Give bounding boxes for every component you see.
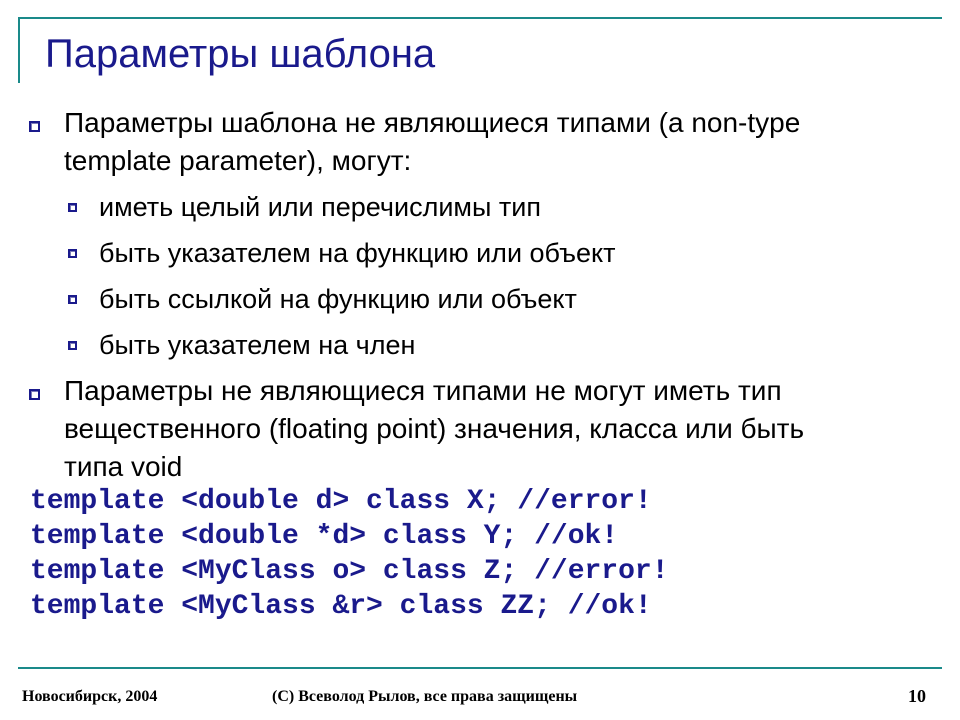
code-line: template <MyClass o> class Z; //error! <box>30 556 669 587</box>
footer-divider <box>18 667 942 669</box>
sub-bullet-marker-icon <box>68 249 77 258</box>
bullet-2-line-3: типа void <box>64 451 183 482</box>
footer-copyright: (C) Всеволод Рылов, все права защищены <box>272 688 578 705</box>
left-border-line <box>18 17 20 83</box>
top-border-line <box>18 17 942 19</box>
footer-location: Новосибирск, 2004 <box>22 688 158 705</box>
sub-bullet-marker-icon <box>68 203 77 212</box>
bullet-marker-icon <box>29 389 40 400</box>
bullet-marker-icon <box>29 121 40 132</box>
slide-title: Параметры шаблона <box>45 32 436 76</box>
bullet-2-line-1: Параметры не являющиеся типами не могут иметь тип <box>64 375 782 406</box>
sub-bullet-marker-icon <box>68 295 77 304</box>
sub-bullet-2: быть указателем на функцию или объект <box>99 238 616 268</box>
code-line: template <double *d> class Y; //ok! <box>30 521 619 552</box>
code-line: template <double d> class X; //error! <box>30 486 652 517</box>
sub-bullet-marker-icon <box>68 341 77 350</box>
page-number: 10 <box>908 686 926 706</box>
sub-bullet-1: иметь целый или перечислимы тип <box>99 192 541 222</box>
code-line: template <MyClass &r> class ZZ; //ok! <box>30 591 652 622</box>
sub-bullet-4: быть указателем на член <box>99 330 416 360</box>
bullet-1-line-1: Параметры шаблона не являющиеся типами (a non-type <box>64 107 801 138</box>
sub-bullet-3: быть ссылкой на функцию или объект <box>99 284 577 314</box>
bullet-2-line-2: вещественного (floating point) значения, класса или быть <box>64 413 805 444</box>
bullet-1-line-2: template parameter), могут: <box>64 145 412 176</box>
